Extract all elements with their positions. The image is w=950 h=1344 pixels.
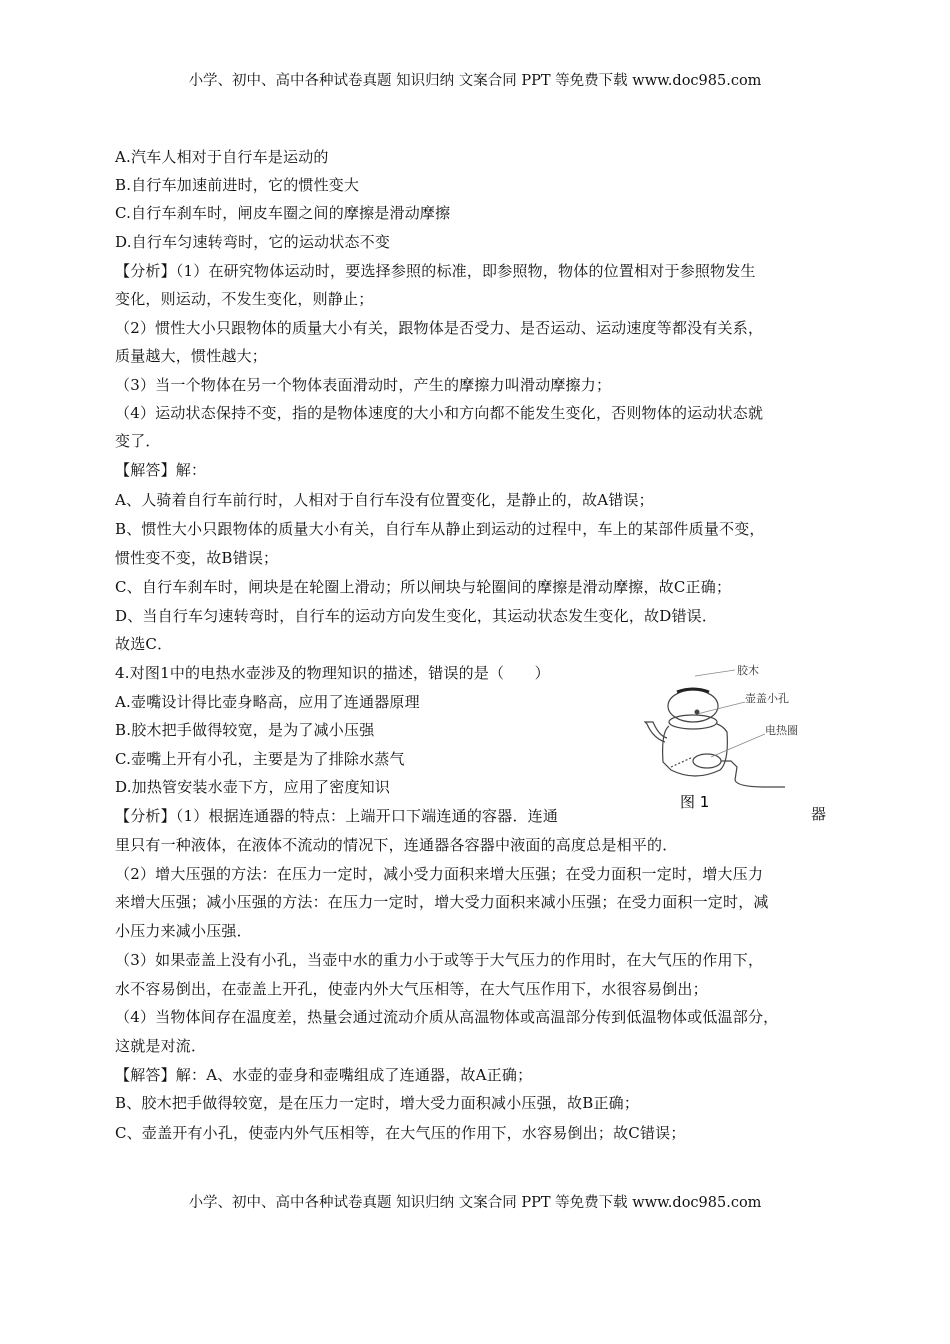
text-line: （3）如果壶盖上没有小孔，当壶中水的重力小于或等于大气压力的作用时，在大气压的作用下， [115,951,764,969]
text-line: 【解答】解： [115,461,207,479]
kettle-illustration [625,662,835,812]
text-line: A、人骑着自行车前行时，人相对于自行车没有位置变化，是静止的，故A错误； [115,491,654,509]
text-line: B.自行车加速前进时，它的惯性变大 [115,176,360,194]
figure-caption: 图 1 [680,793,710,811]
text-line: 故选C． [115,635,173,653]
text-line: C.自行车刹车时，闸皮车圈之间的摩擦是滑动摩擦 [115,204,451,222]
text-line: C、壶盖开有小孔，使壶内外气压相等，在大气压的作用下，水容易倒出；故C错误； [115,1124,686,1142]
text-line: 变化，则运动，不发生变化，则静止； [115,290,374,308]
text-line: 4.对图1中的电热水壶涉及的物理知识的描述，错误的是（ ） [115,664,550,682]
text-line: 里只有一种液体，在液体不流动的情况下，连通器各容器中液面的高度总是相平的． [115,836,678,854]
text-line: A.壶嘴设计得比壶身略高，应用了连通器原理 [115,693,420,711]
page-header: 小学、初中、高中各种试卷真题 知识归纳 文案合同 PPT 等免费下载 www.doc985.com [188,73,762,89]
text-line: B.胶木把手做得较宽，是为了减小压强 [115,721,375,739]
text-line: （4）运动状态保持不变，指的是物体速度的大小和方向都不能发生变化，否则物体的运动状态就 [115,404,764,422]
text-line: C.壶嘴上开有小孔，主要是为了排除水蒸气 [115,750,405,768]
page-footer: 小学、初中、高中各种试卷真题 知识归纳 文案合同 PPT 等免费下载 www.doc985.com [188,1195,762,1211]
text-line: B、胶木把手做得较宽，是在压力一定时，增大受力面积减小压强，故B正确； [115,1094,640,1112]
text-line: A.汽车人相对于自行车是运动的 [115,148,329,166]
text-line: 水不容易倒出，在壶盖上开孔，使壶内外大气压相等，在大气压作用下，水很容易倒出； [115,980,708,998]
text-line: 惯性变不变，故B错误； [115,549,279,567]
figure-label-heating-coil: 电热圈 [765,724,798,737]
text-line: D.加热管安装水壶下方，应用了密度知识 [115,778,391,796]
text-line: （2）惯性大小只跟物体的质量大小有关，跟物体是否受力、是否运动、运动速度等都没有关系， [115,319,764,337]
text-line: 来增大压强；减小压强的方法：在压力一定时，增大受力面积来减小压强；在受力面积一定时，减 [115,893,769,911]
text-line: 【分析】（1）根据连通器的特点：上端开口下端连通的容器．连通 [115,807,559,825]
text-line: （2）增大压强的方法：在压力一定时，减小受力面积来增大压强；在受力面积一定时，增大压力 [115,865,764,883]
text-line: C、自行车刹车时，闸块是在轮圈上滑动；所以闸块与轮圈间的摩擦是滑动摩擦，故C正确； [115,578,732,596]
text-line: 质量越大，惯性越大； [115,347,268,365]
text-line: B、惯性大小只跟物体的质量大小有关，自行车从静止到运动的过程中，车上的某部件质量不变， [115,520,765,538]
text-line: 【解答】解：A、水壶的壶身和壶嘴组成了连通器，故A正确； [115,1066,533,1084]
text-line: 【分析】（1）在研究物体运动时，要选择参照的标准，即参照物，物体的位置相对于参照物发生 [115,262,756,280]
text-line: 小压力来减小压强． [115,922,252,940]
figure-label-lid-hole: 壶盖小孔 [745,692,789,705]
text-line: 这就是对流． [115,1037,207,1055]
text-line: D、当自行车匀速转弯时，自行车的运动方向发生变化，其运动状态发生变化，故D错误． [115,607,718,625]
figure-label-bakelite: 胶木 [737,664,759,677]
line-tail-text: 器 [811,805,827,823]
text-line: 变了． [115,432,161,450]
kettle-figure [625,662,835,812]
text-line: D.自行车匀速转弯时，它的运动状态不变 [115,233,391,251]
text-line: （4）当物体间存在温度差，热量会通过流动介质从高温物体或高温部分传到低温物体或低温部分， [115,1008,779,1026]
text-line: （3）当一个物体在另一个物体表面滑动时，产生的摩擦力叫滑动摩擦力； [115,376,612,394]
